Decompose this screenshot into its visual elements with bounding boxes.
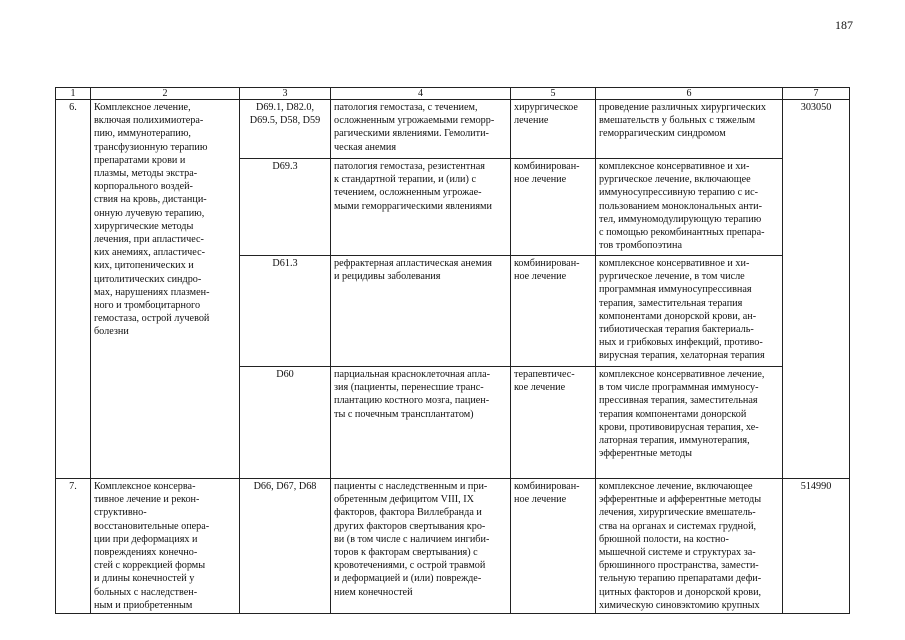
column-number: 6	[596, 88, 783, 100]
treatment-type: комбинирован- ное лечение	[511, 159, 596, 256]
treatment-type: хирургическое лечение	[511, 100, 596, 159]
treatment-type: комбинирован- ное лечение	[511, 256, 596, 367]
column-number: 7	[783, 88, 850, 100]
icd-codes: D69.1, D82.0, D69.5, D58, D59	[240, 100, 331, 159]
treatment-method: комплексное консервативное лечение, в том числе программная иммуносу- прессивная терапия, заместительная терапия компонентами донорской крови, противовирусная терапия, хе- латорная терапия, иммунотерапия, эфферентные методы	[596, 367, 783, 479]
icd-codes: D60	[240, 367, 331, 479]
patient-model: патология гемостаза, с течением, осложненным угрожаемыми геморр- рагическими явлениями. Гемолити- ческая анемия	[331, 100, 511, 159]
table-row	[56, 100, 850, 159]
icd-codes: D61.3	[240, 256, 331, 367]
column-number: 3	[240, 88, 331, 100]
services-table	[55, 87, 850, 614]
treatment-type: комбинирован- ное лечение	[511, 479, 596, 614]
column-number: 1	[56, 88, 91, 100]
service-name: Комплексное лечение, включая полихимиотера- пию, иммунотерапию, трансфузионную терапию препаратами крови и плазмы, методы экстра- корпорального воздей- ствия на кровь, дистанци- онную лучевую терапию, хирургические методы лечения, при апластичес- ких анемиях, апластичес- ких, цитопенических и цитолитических синдро- мах, нарушениях плазмен- ного и тромбоцитарного гемостаза, острой лучевой болезни	[91, 100, 240, 479]
service-name: Комплексное консерва- тивное лечение и рекон- структивно- восстановительные опера- ции при деформациях и повреждениях конечно- стей с коррекцией формы и длины конечностей у больных с наследствен- ным и приобретенным	[91, 479, 240, 614]
icd-codes: D69.3	[240, 159, 331, 256]
patient-model: патология гемостаза, резистентная к стандартной терапии, и (или) с течением, осложненным угрожае- мыми геморрагическими явлениями	[331, 159, 511, 256]
funding-amount: 303050	[783, 100, 850, 479]
row-number: 7.	[56, 479, 91, 614]
column-number: 4	[331, 88, 511, 100]
column-number: 5	[511, 88, 596, 100]
treatment-method: проведение различных хирургических вмешательств у больных с тяжелым геморрагическим синдромом	[596, 100, 783, 159]
table-row	[56, 479, 850, 614]
treatment-method: комплексное консервативное и хи- рургическое лечение, в том числе программная иммуносупрессивная терапия, заместительная терапия компонентами донорской крови, ан- тибиотическая терапия бактериаль- ных и грибковых инфекций, противо- вирусная терапия, хелаторная терапия	[596, 256, 783, 367]
funding-amount: 514990	[783, 479, 850, 614]
patient-model: рефрактерная апластическая анемия и рецидивы заболевания	[331, 256, 511, 367]
page-number: 187	[835, 18, 853, 32]
patient-model: парциальная красноклеточная апла- зия (пациенты, перенесшие транс- плантацию костного мозга, пациен- ты с почечным трансплантатом)	[331, 367, 511, 479]
column-number-row	[56, 88, 850, 100]
treatment-method: комплексное лечение, включающее эфферентные и афферентные методы лечения, хирургические вмешатель- ства на органах и системах грудной, брюшной полости, на костно- мышечной системе и структурах за- брюшинного пространства, замести- тельную терапию препаратами дефи- цитных факторов и донорской крови, химическую синовэктомию крупных	[596, 479, 783, 614]
treatment-method: комплексное консервативное и хи- рургическое лечение, включающее иммуносупрессивную терапию с ис- пользованием моноклональных анти- тел, иммуномодулирующую терапию с помощью рекомбинантных препара- тов тромбопоэтина	[596, 159, 783, 256]
icd-codes: D66, D67, D68	[240, 479, 331, 614]
column-number: 2	[91, 88, 240, 100]
row-number: 6.	[56, 100, 91, 479]
treatment-type: терапевтичес- кое лечение	[511, 367, 596, 479]
patient-model: пациенты с наследственным и при- обретенным дефицитом VIII, IX факторов, фактора Виллебранда и других факторов свертывания кро- ви (в том числе с наличием ингиби- торов к факторам свертывания) с кровотечениями, с острой травмой и деформацией и (или) поврежде- нием конечностей	[331, 479, 511, 614]
